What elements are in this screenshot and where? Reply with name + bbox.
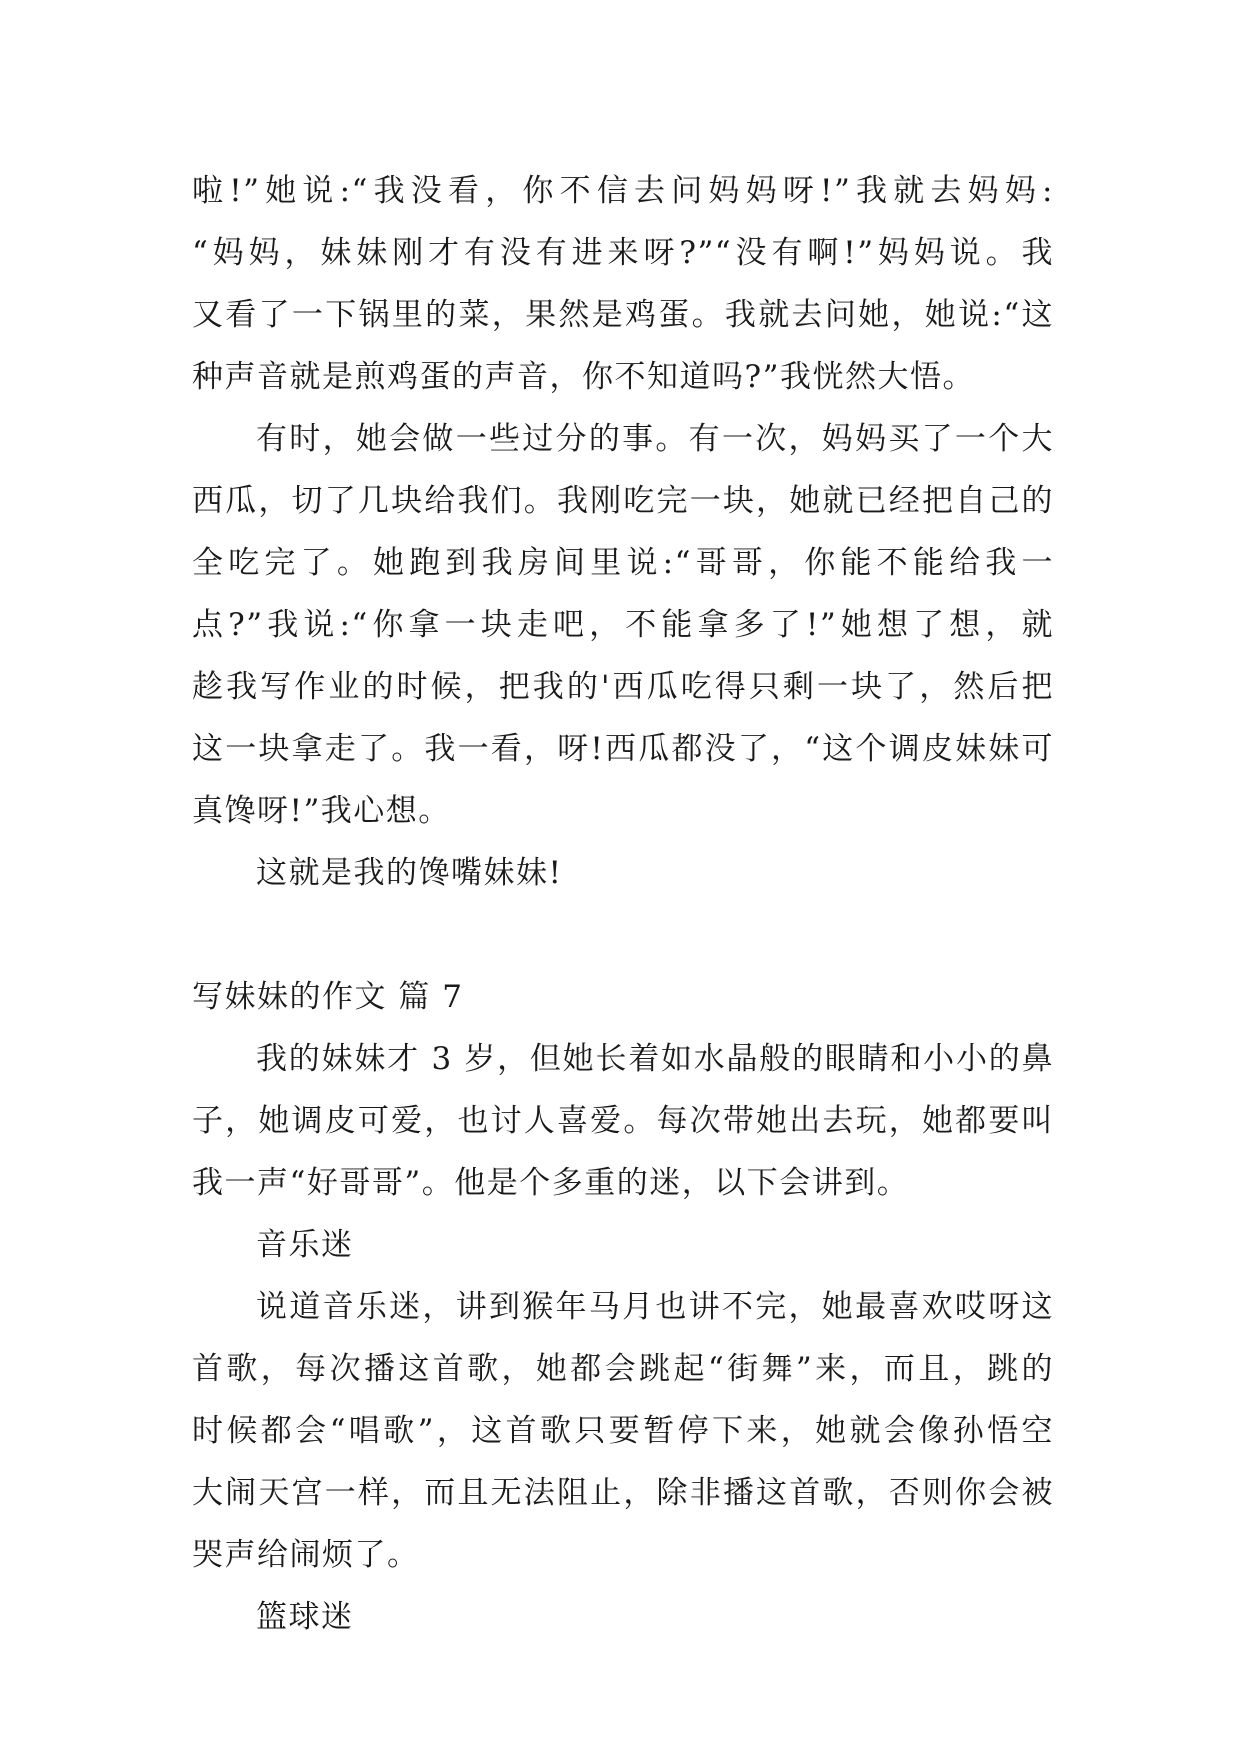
text-line: 篮球迷 <box>256 1599 354 1635</box>
text-line: 首歌，每次播这首歌，她都会跳起“街舞”来，而且，跳的 <box>192 1351 1054 1387</box>
text-line: 全吃完了。她跑到我房间里说:“哥哥，你能不能给我一 <box>192 545 1054 581</box>
text-line: “妈妈，妹妹刚才有没有进来呀?”“没有啊!”妈妈说。我 <box>192 235 1054 271</box>
text-line: 子，她调皮可爱，也讨人喜爱。每次带她出去玩，她都要叫 <box>192 1103 1054 1139</box>
text-line: 趁我写作业的时候，把我的'西瓜吃得只剩一块了，然后把 <box>192 669 1054 705</box>
text-line: 这就是我的馋嘴妹妹! <box>256 855 563 891</box>
text-line: 西瓜，切了几块给我们。我刚吃完一块，她就已经把自己的 <box>192 483 1054 519</box>
text-line: 这一块拿走了。我一看，呀!西瓜都没了，“这个调皮妹妹可 <box>192 731 1054 767</box>
paragraph-continuation <box>192 160 1054 408</box>
subheading <box>192 1214 1054 1276</box>
section-heading: 写妹妹的作文 篇 7 <box>192 979 464 1015</box>
text-line: 大闹天宫一样，而且无法阻止，除非播这首歌，否则你会被 <box>192 1475 1054 1511</box>
text-line: 有时，她会做一些过分的事。有一次，妈妈买了一个大 <box>256 421 1054 457</box>
paragraph <box>192 1276 1054 1586</box>
text-line: 我一声“好哥哥”。他是个多重的迷，以下会讲到。 <box>192 1165 910 1201</box>
text-line: 种声音就是煎鸡蛋的声音，你不知道吗?”我恍然大悟。 <box>192 359 975 395</box>
text-line: 啦!”她说:“我没看，你不信去问妈妈呀!”我就去妈妈: <box>192 173 1054 209</box>
text-line: 点?”我说:“你拿一块走吧，不能拿多了!”她想了想，就 <box>192 607 1054 643</box>
subheading <box>192 1586 1054 1648</box>
text-line: 又看了一下锅里的菜，果然是鸡蛋。我就去问她，她说:“这 <box>192 297 1054 333</box>
section-gap <box>192 904 1054 966</box>
paragraph <box>192 842 1054 904</box>
paragraph <box>192 1028 1054 1214</box>
text-line: 时候都会“唱歌”，这首歌只要暂停下来，她就会像孙悟空 <box>192 1413 1054 1449</box>
text-line: 哭声给闹烦了。 <box>192 1537 420 1573</box>
text-line: 我的妹妹才 3 岁，但她长着如水晶般的眼睛和小小的鼻 <box>256 1041 1054 1077</box>
paragraph <box>192 408 1054 842</box>
text-line: 音乐迷 <box>256 1227 354 1263</box>
document-body <box>192 160 1054 1648</box>
text-line: 说道音乐迷，讲到猴年马月也讲不完，她最喜欢哎呀这 <box>256 1289 1054 1325</box>
text-line: 真馋呀!”我心想。 <box>192 793 451 829</box>
